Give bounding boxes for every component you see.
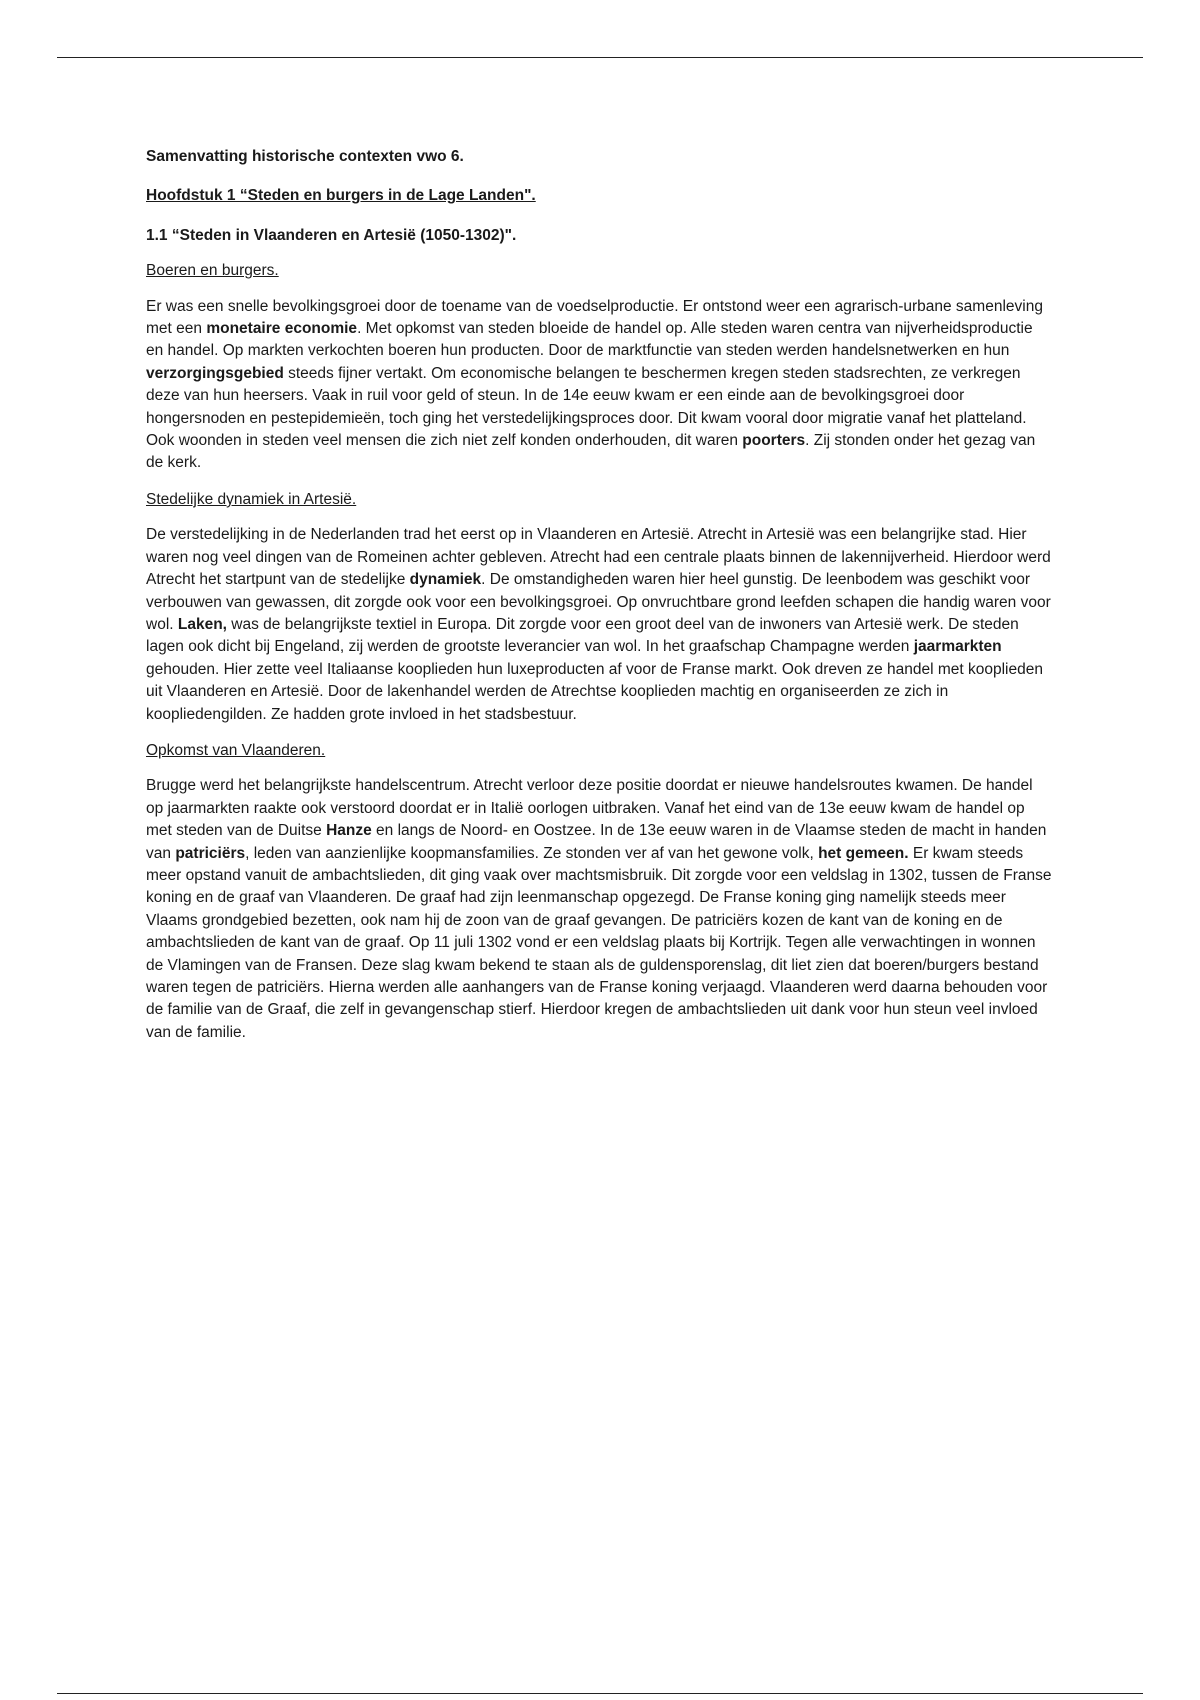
text-segment: Brugge werd het belangrijkste handelscentrum. Atrecht verloor deze positie doordat er nieuwe handelsroutes kwamen. De handel op jaarmarkten raakte ook verstoord doordat er in Italië oorlogen uitbraken. Vanaf het eind van de 13e eeuw kwam de handel op met steden van de Duitse — [146, 777, 1033, 840]
chapter-heading: Hoofdstuk 1 “Steden en burgers in de Lage Landen". — [146, 187, 536, 205]
key-term: verzorgingsgebied — [146, 364, 284, 382]
key-term: dynamiek — [409, 571, 482, 589]
header-rule — [57, 57, 1143, 58]
document-body — [146, 146, 1054, 1058]
text-segment: , leden van aanzienlijke koopmansfamilies. Ze stonden ver af van het gewone volk, — [245, 844, 819, 862]
subsection-paragraph — [146, 775, 1054, 1044]
text-segment: steeds fijner vertakt. Om economische belangen te beschermen kregen steden stadsrechten, ze verkregen deze van hun heersers. Vaak in ruil voor geld of steun. In de 14e eeuw kwam er een einde aan de bevolkingsgroei door hongersnoden en pestepidemieën, toch ging het verstedelijkingsproces door. Dit kwam vooral door migratie vanaf het platteland. Ook woonden in steden veel mensen die zich niet zelf konden onderhouden, dit waren — [146, 364, 1027, 450]
text-segment: Er kwam steeds meer opstand vanuit de ambachtslieden, dit ging vaak over machtsmisbruik. Dit zorgde voor een veldslag in 1302, tussen de Franse koning en de graaf van Vlaanderen. De graaf had zijn leenmanschap opgezegd. De Franse koning ging namelijk steeds meer Vlaams grondgebied bezetten, ook nam hij de zoon van de graaf gevangen. De patriciërs kozen de kant van de koning en de ambachtslieden de kant van de graaf. Op 11 juli 1302 vond er een veldslag plaats bij Kortrijk. Tegen alle verwachtingen in wonnen de Vlamingen van de Fransen. Deze slag kwam bekend te staan als de guldensporenslag, dit liet zien dat boeren/burgers bestand waren tegen de patriciërs. Hierna werden alle aanhangers van de Franse koning verjaagd. Vlaanderen werd daarna behouden voor de familie van de Graaf, die zelf in gevangenschap stierf. Hierdoor kregen de ambachtslieden uit dank voor hun steun veel invloed van de familie. — [146, 844, 1052, 1041]
key-term: monetaire economie — [206, 320, 358, 338]
text-segment: gehouden. Hier zette veel Italiaanse kooplieden hun luxeproducten af voor de Franse markt. Ook dreven ze handel met kooplieden uit Vlaanderen en Artesië. Door de lakenhandel werden de Atrechtse kooplieden machtig en organiseerden ze zich in koopliedengilden. Ze hadden grote invloed in het stadsbestuur. — [146, 660, 1043, 723]
subsection-heading: Boeren en burgers. — [146, 262, 279, 280]
document-title: Samenvatting historische contexten vwo 6. — [146, 148, 464, 165]
text-segment: . De omstandigheden waren hier heel gunstig. De leenbodem was geschikt voor verbouwen van gewassen, dit zorgde ook voor een bevolkingsgroei. Op onvruchtbare grond leefden schapen die handig waren voor wol. — [146, 571, 1051, 633]
text-segment: . Zij stonden onder het gezag van de kerk. — [146, 432, 1036, 472]
subsection-heading: Opkomst van Vlaanderen. — [146, 741, 326, 759]
text-segment: Er was een snelle bevolkingsgroei door de toename van de voedselproductie. Er ontstond weer een agrarisch-urbane samenleving met een — [146, 297, 1043, 338]
key-term: jaarmarkten — [913, 638, 1002, 656]
text-segment: en langs de Noord- en Oostzee. In de 13e eeuw waren in de Vlaamse steden de macht in handen van — [146, 822, 1047, 862]
subsection-paragraph — [146, 296, 1054, 475]
text-segment: . Met opkomst van steden bloeide de handel op. Alle steden waren centra van nijverheidsproductie en handel. Op markten verkochten boeren hun producten. Door de marktfunctie van steden werden handelsnetwerken en hun — [146, 320, 1033, 360]
key-term: Laken, — [177, 615, 227, 633]
section-heading: 1.1 “Steden in Vlaanderen en Artesië (1050-1302)". — [146, 226, 517, 244]
subsection-heading: Stedelijke dynamiek in Artesië. — [146, 490, 357, 508]
key-term: Hanze — [326, 822, 372, 840]
key-term: het gemeen. — [818, 844, 909, 862]
text-segment: was de belangrijkste textiel in Europa. Dit zorgde voor een groot deel van de inwoners van Artesië werk. De steden lagen ook dicht bij Engeland, zij werden de grootste leverancier van wol. In het graafschap Champagne werden — [146, 615, 1019, 656]
subsection-paragraph — [146, 524, 1054, 726]
key-term: patriciërs — [175, 844, 246, 862]
text-segment: De verstedelijking in de Nederlanden trad het eerst op in Vlaanderen en Artesië. Atrecht in Artesië was een belangrijke stad. Hier waren nog veel dingen van de Romeinen achter gebleven. Atrecht had een centrale plaats binnen de lakennijverheid. Hierdoor werd Atrecht het startpunt van de stedelijke — [146, 526, 1051, 589]
footer-rule — [57, 1693, 1143, 1694]
key-term: poorters — [742, 432, 806, 450]
